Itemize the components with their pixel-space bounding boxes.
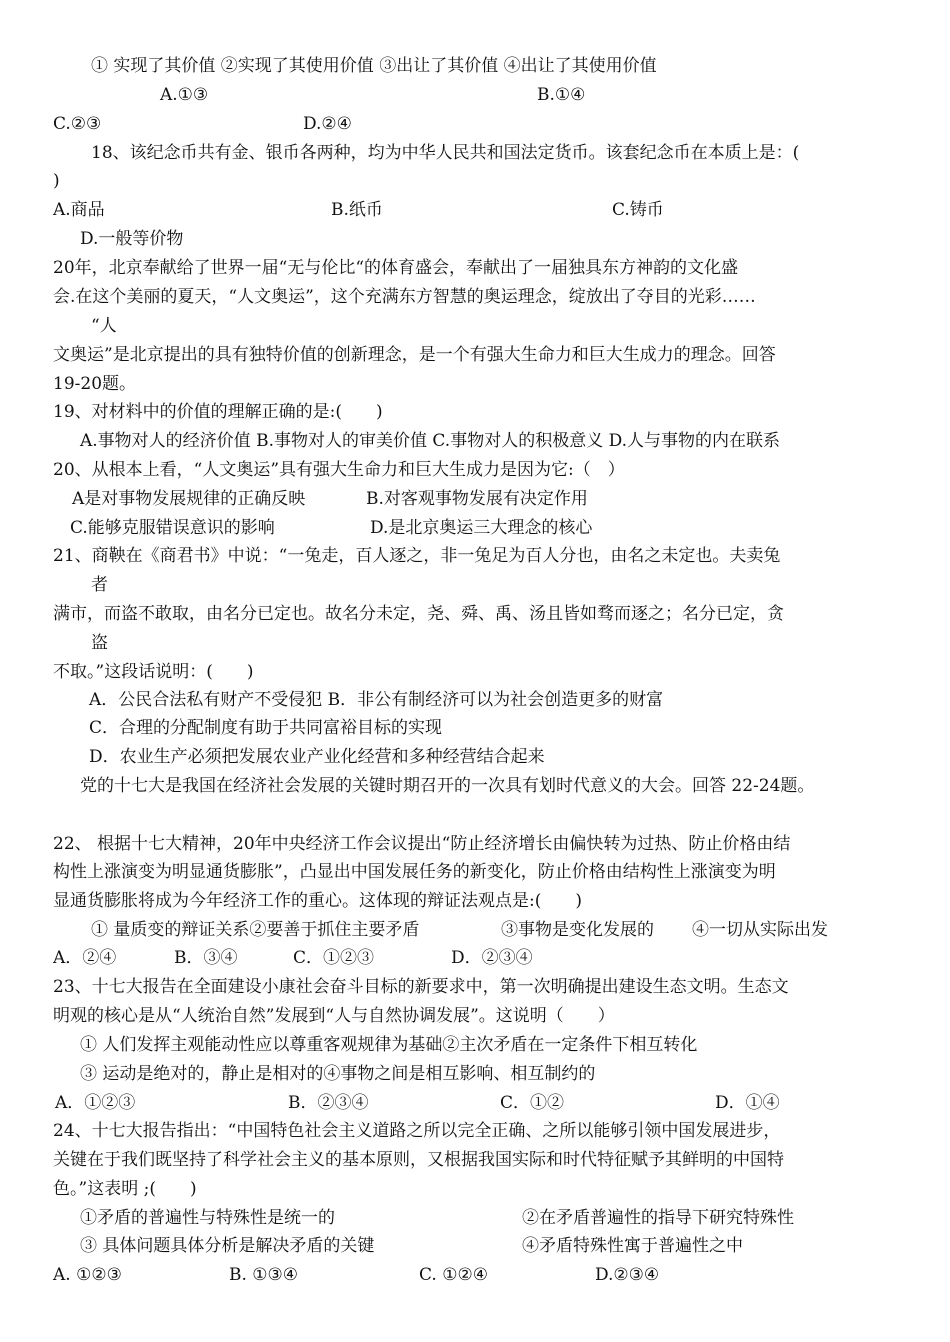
q20-option-d: D.是北京奥运三大理念的核心 [370, 518, 593, 538]
q24-option-b: B. ①③④ [229, 1265, 299, 1285]
q22-stem: 显通货膨胀将成为今年经济工作的重心。这体现的辩证法观点是:( ) [53, 891, 582, 911]
q21-stem: 不取。”这段话说明：( ) [53, 662, 254, 682]
q22-statements: ③事物是变化发展的 [501, 920, 654, 940]
q18-option-b: B.纸币 [331, 200, 383, 220]
material-paragraph: “人 [91, 316, 117, 336]
q18-option-a: A.商品 [53, 200, 105, 220]
q24-statement-3: ③ 具体问题具体分析是解决矛盾的关键 [80, 1236, 375, 1256]
q21-stem: 者 [91, 575, 108, 595]
q23-option-c: C．①② [500, 1093, 565, 1113]
q24-option-d: D.②③④ [595, 1265, 660, 1285]
material-paragraph: 19-20题。 [53, 374, 137, 394]
q23-option-d: D．①④ [715, 1093, 780, 1113]
material-paragraph: 20年，北京奉献给了世界一届“无与伦比“的体育盛会，奉献出了一届独具东方神韵的文化盛 [53, 258, 739, 278]
q23-option-a: A．①②③ [55, 1093, 136, 1113]
q24-stem: 24、十七大报告指出：“中国特色社会主义道路之所以完全正确、之所以能够引领中国发展进步， [53, 1121, 781, 1141]
q22-statements: ④一切从实际出发 [692, 920, 828, 940]
q22-option-a: A．②④ [53, 948, 117, 968]
q21-stem: 21、商鞅在《商君书》中说：“一兔走，百人逐之，非一兔足为百人分也，由名之未定也。夫卖兔 [53, 546, 781, 566]
q21-stem: 盗 [91, 633, 108, 653]
q19-options: A.事物对人的经济价值 B.事物对人的审美价值 C.事物对人的积极意义 D.人与事物的内在联系 [80, 431, 781, 451]
q24-statement-4: ④矛盾特殊性寓于普遍性之中 [522, 1236, 743, 1256]
section-intro: 党的十七大是我国在经济社会发展的关键时期召开的一次具有划时代意义的大会。回答 22-24题。 [80, 776, 815, 796]
q24-stem: 关键在于我们既坚持了科学社会主义的基本原则，又根据我国实际和时代特征赋予其鲜明的中国特 [53, 1150, 784, 1170]
q21-option-a-b: A．公民合法私有财产不受侵犯 B．非公有制经济可以为社会创造更多的财富 [89, 690, 664, 710]
q20-option-c: C.能够克服错误意识的影响 [70, 518, 275, 538]
q17-option-a: A.①③ [160, 85, 209, 105]
q18-option-d: D.一般等价物 [80, 229, 184, 249]
q23-statements: ① 人们发挥主观能动性应以尊重客观规律为基础②主次矛盾在一定条件下相互转化 [80, 1035, 698, 1055]
q22-option-b: B．③④ [174, 948, 238, 968]
q24-option-a: A. ①②③ [53, 1265, 122, 1285]
q20-option-a: A是对事物发展规律的正确反映 [72, 489, 306, 509]
q17-statements: ① 实现了其价值 ②实现了其使用价值 ③出让了其价值 ④出让了其使用价值 [91, 56, 657, 76]
q17-option-d: D.②④ [303, 114, 352, 134]
q23-statements: ③ 运动是绝对的，静止是相对的④事物之间是相互影响、相互制约的 [80, 1064, 596, 1084]
q20-option-b: B.对客观事物发展有决定作用 [366, 489, 588, 509]
q22-option-c: C．①②③ [293, 948, 375, 968]
q23-stem: 23、十七大报告在全面建设小康社会奋斗目标的新要求中，第一次明确提出建设生态文明。生态文 [53, 977, 789, 997]
q24-option-c: C. ①②④ [419, 1265, 488, 1285]
q18-stem-end: ) [53, 171, 60, 191]
q19-stem: 19、对材料中的价值的理解正确的是:( ) [53, 402, 383, 422]
q22-stem: 构性上涨演变为明显通货膨胀”，凸显出中国发展任务的新变化，防止价格由结构性上涨演变为明 [53, 862, 776, 882]
q24-statement-1: ①矛盾的普遍性与特殊性是统一的 [80, 1208, 335, 1228]
q23-option-b: B．②③④ [288, 1093, 369, 1113]
q24-stem: 色。”这表明 ;( ) [53, 1179, 197, 1199]
q21-option-c: C．合理的分配制度有助于共同富裕目标的实现 [89, 718, 443, 738]
q21-option-d: D．农业生产必须把发展农业产业化经营和多种经营结合起来 [89, 747, 545, 767]
q24-statement-2: ②在矛盾普遍性的指导下研究特殊性 [522, 1208, 794, 1228]
q22-statements: ① 量质变的辩证关系②要善于抓住主要矛盾 [91, 920, 420, 940]
q22-stem: 22、 根据十七大精神，20年中央经济工作会议提出“防止经济增长由偏快转为过热、防止价格由结 [53, 834, 791, 854]
q22-option-d: D．②③④ [451, 948, 533, 968]
q21-stem: 满市，而盗不敢取，由名分已定也。故名分未定，尧、舜、禹、汤且皆如骛而逐之；名分已定，贪 [53, 604, 784, 624]
q18-option-c: C.铸币 [612, 200, 664, 220]
material-paragraph: 文奥运”是北京提出的具有独特价值的创新理念，是一个有强大生命力和巨大生成力的理念。回答 [53, 345, 776, 365]
q17-option-c: C.②③ [53, 114, 102, 134]
q17-option-b: B.①④ [537, 85, 586, 105]
q20-stem: 20、从根本上看，“人文奥运”具有强大生命力和巨大生成力是因为它:（ ） [53, 460, 625, 480]
q23-stem: 明观的核心是从“人统治自然”发展到“人与自然协调发展”。这说明（ ） [53, 1006, 615, 1026]
q18-stem: 18、该纪念币共有金、银币各两种，均为中华人民共和国法定货币。该套纪念币在本质上是：( [91, 143, 800, 163]
material-paragraph: 会.在这个美丽的夏天，“人文奥运”，这个充满东方智慧的奥运理念，绽放出了夺目的光彩…… [53, 287, 756, 307]
